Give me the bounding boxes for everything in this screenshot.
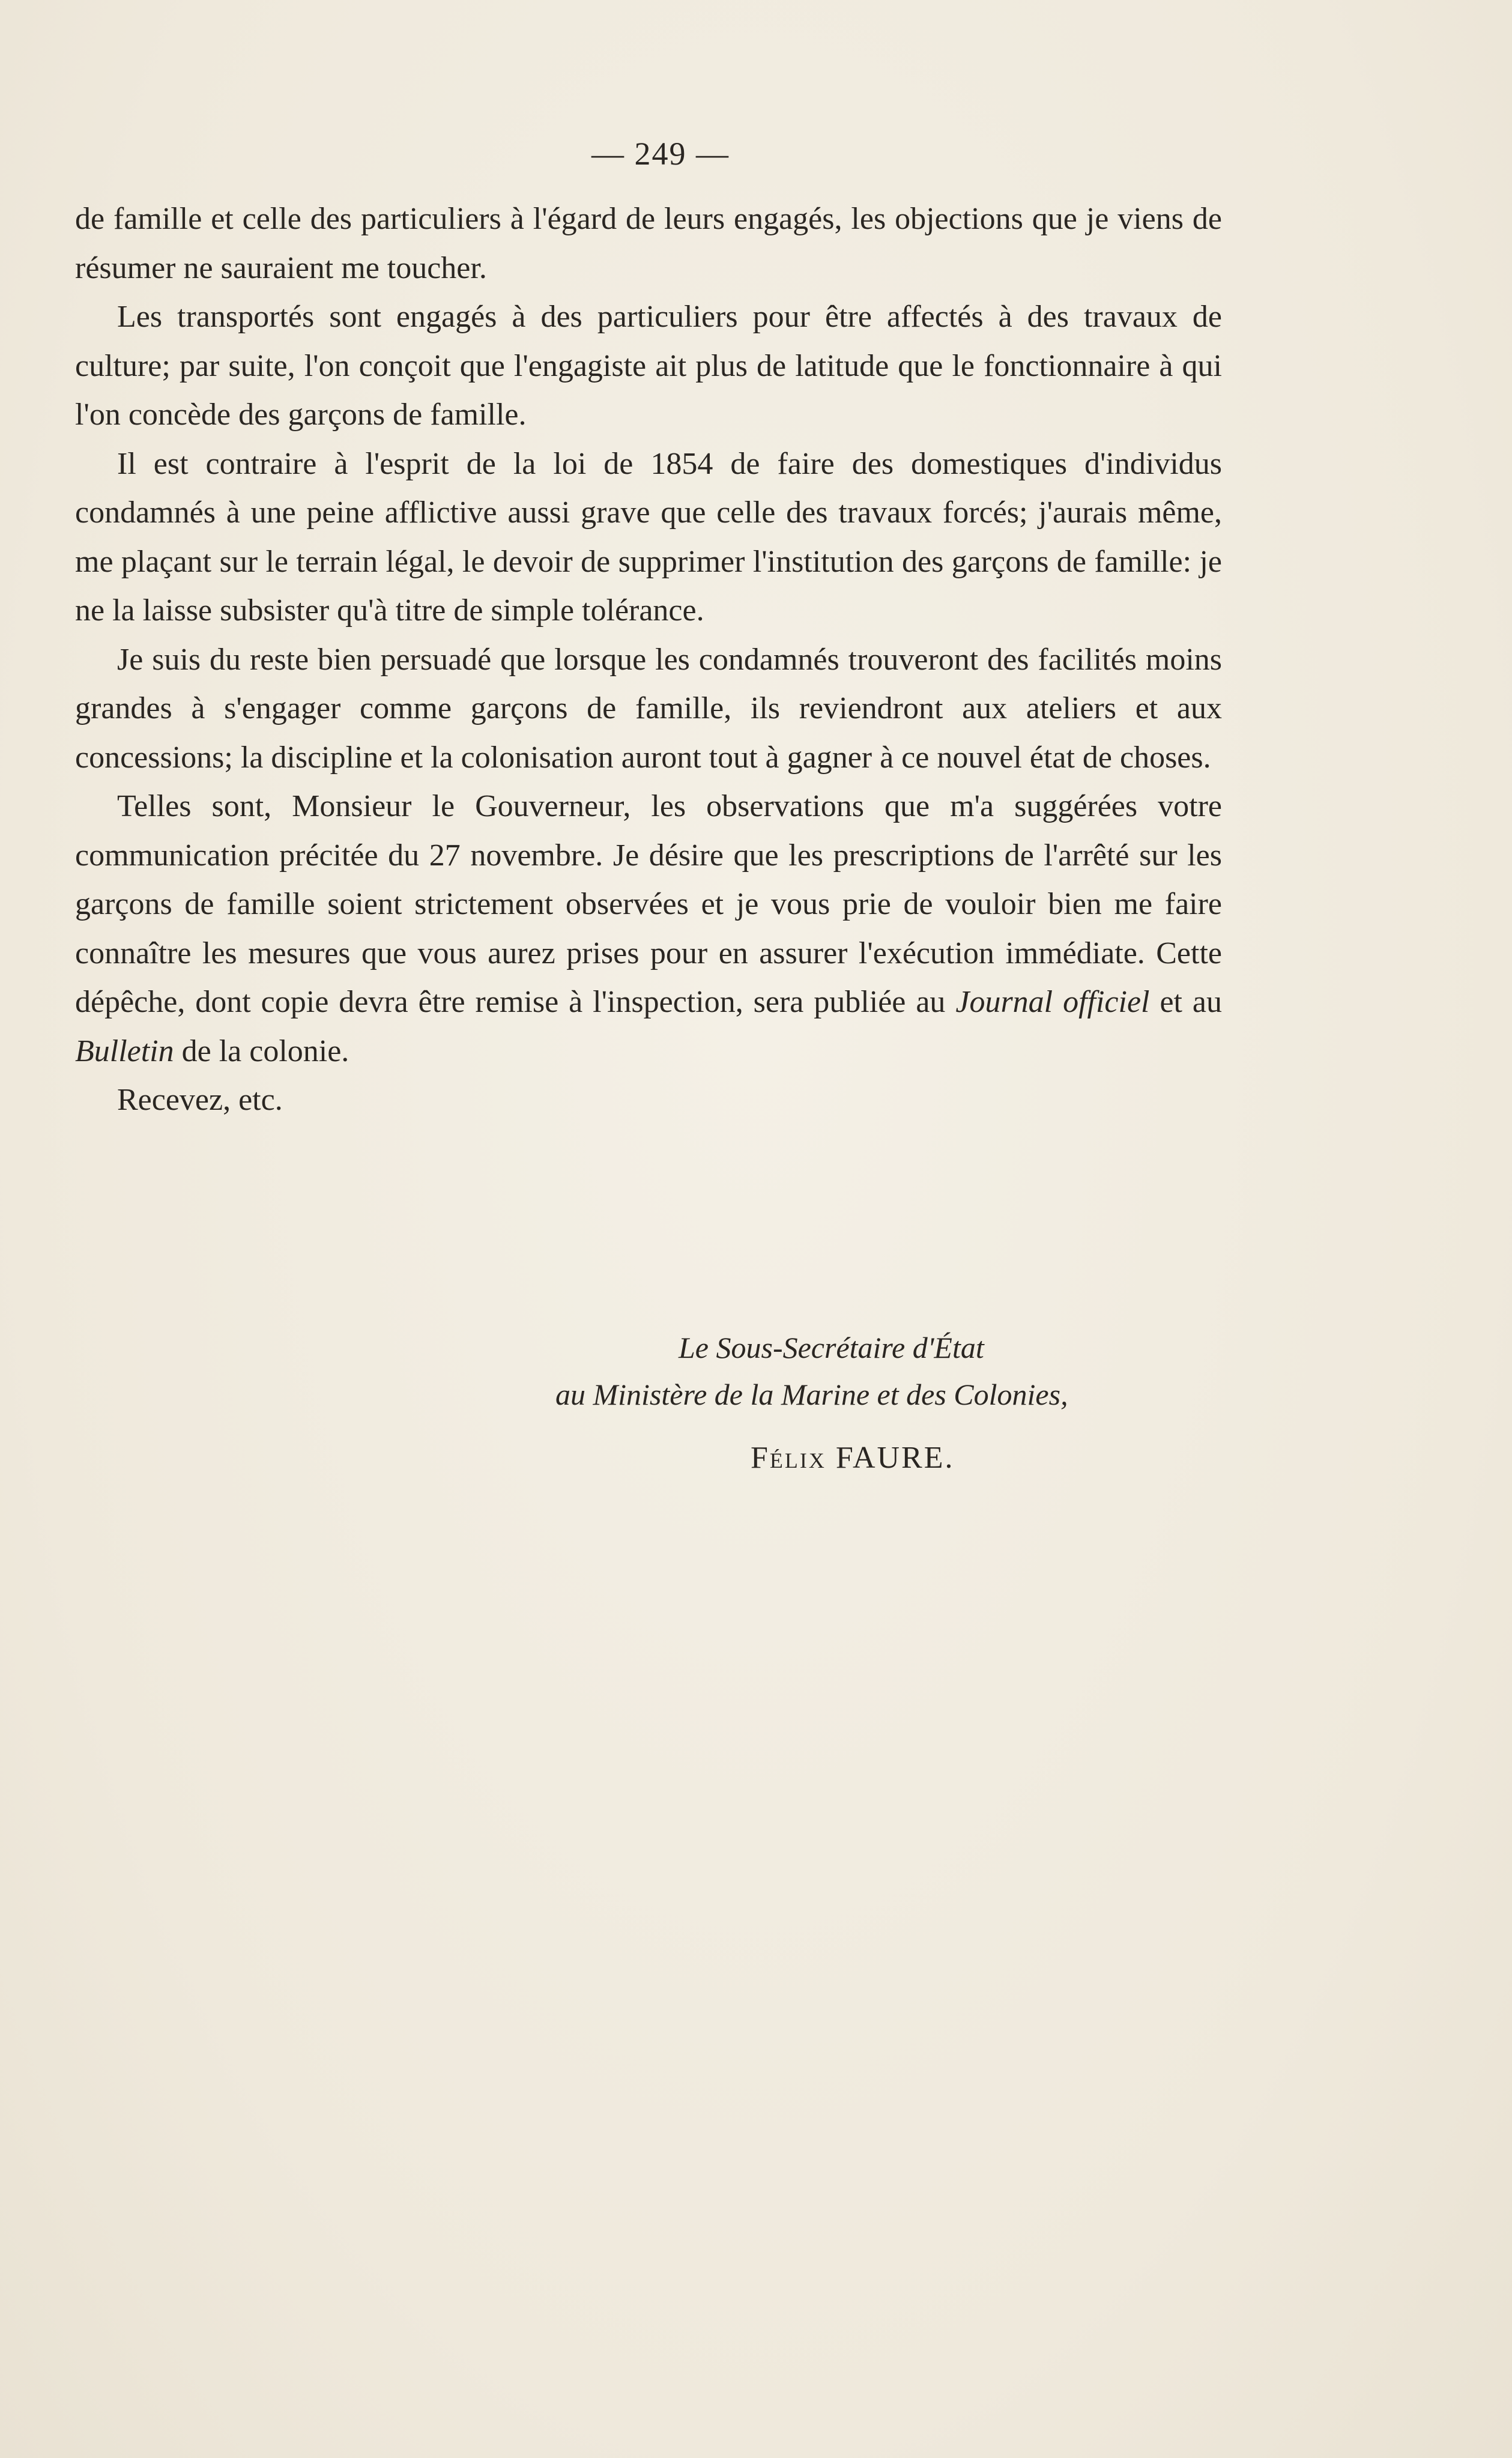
letter-body bbox=[75, 195, 1222, 1125]
signature-first-name: Félix bbox=[751, 1441, 826, 1475]
observations-text: Telles sont, Monsieur le Gouverneur, les observations que m'a suggérées votre communication précitée du 27 novembre. Je désire que les prescriptions de l'arrêté sur les garçons de famille soient strictement observées et je vous prie de vouloir bien me faire connaître les mesures que vous aurez prises pour en assurer l'exécution immédiate. Cette dépêche, dont copie devra être remise à l'inspection, sera publiée au bbox=[75, 789, 1222, 1019]
signature-name bbox=[751, 1440, 955, 1476]
observations-connector: et au bbox=[1149, 985, 1222, 1019]
journal-officiel-title: Journal officiel bbox=[955, 985, 1150, 1019]
paragraph-continuation: de famille et celle des particuliers à l'égard de leurs engagés, les objections que je viens de résumer ne sauraient me toucher. bbox=[75, 202, 1222, 285]
paragraph-closing: Recevez, etc. bbox=[117, 1083, 283, 1117]
paragraph-loi-1854: Il est contraire à l'esprit de la loi de 1854 de faire des domestiques d'individus condamnés à une peine afflictive aussi grave que celle des travaux forcés; j'aurais même, me plaçant sur le terrain légal, le devoir de supprimer l'institution des garçons de famille: je ne la laisse subsister qu'à titre de simple tolérance. bbox=[75, 446, 1222, 628]
signature-last-name: FAURE. bbox=[835, 1441, 955, 1475]
paragraph-condamnes: Je suis du reste bien persuadé que lorsque les condamnés trouveront des facilités moins grandes à s'engager comme garçons de famille, ils reviendront aux ateliers et aux concessions; la discipline et la colonisation auront tout à gagner à ce nouvel état de choses. bbox=[75, 642, 1222, 775]
paragraph-observations bbox=[75, 782, 1222, 1076]
signature-title-line-1: Le Sous-Secrétaire d'État bbox=[679, 1331, 984, 1364]
signature-title-line-2: au Ministère de la Marine et des Colonies, bbox=[555, 1378, 1068, 1411]
observations-end: de la colonie. bbox=[174, 1034, 349, 1068]
page-number: — 249 — bbox=[591, 136, 730, 172]
bulletin-title: Bulletin bbox=[75, 1034, 174, 1068]
paragraph-transportes: Les transportés sont engagés à des particuliers pour être affectés à des travaux de culture; par suite, l'on conçoit que l'engagiste ait plus de latitude que le fonctionnaire à qui l'on concède des garçons de famille. bbox=[75, 300, 1222, 432]
